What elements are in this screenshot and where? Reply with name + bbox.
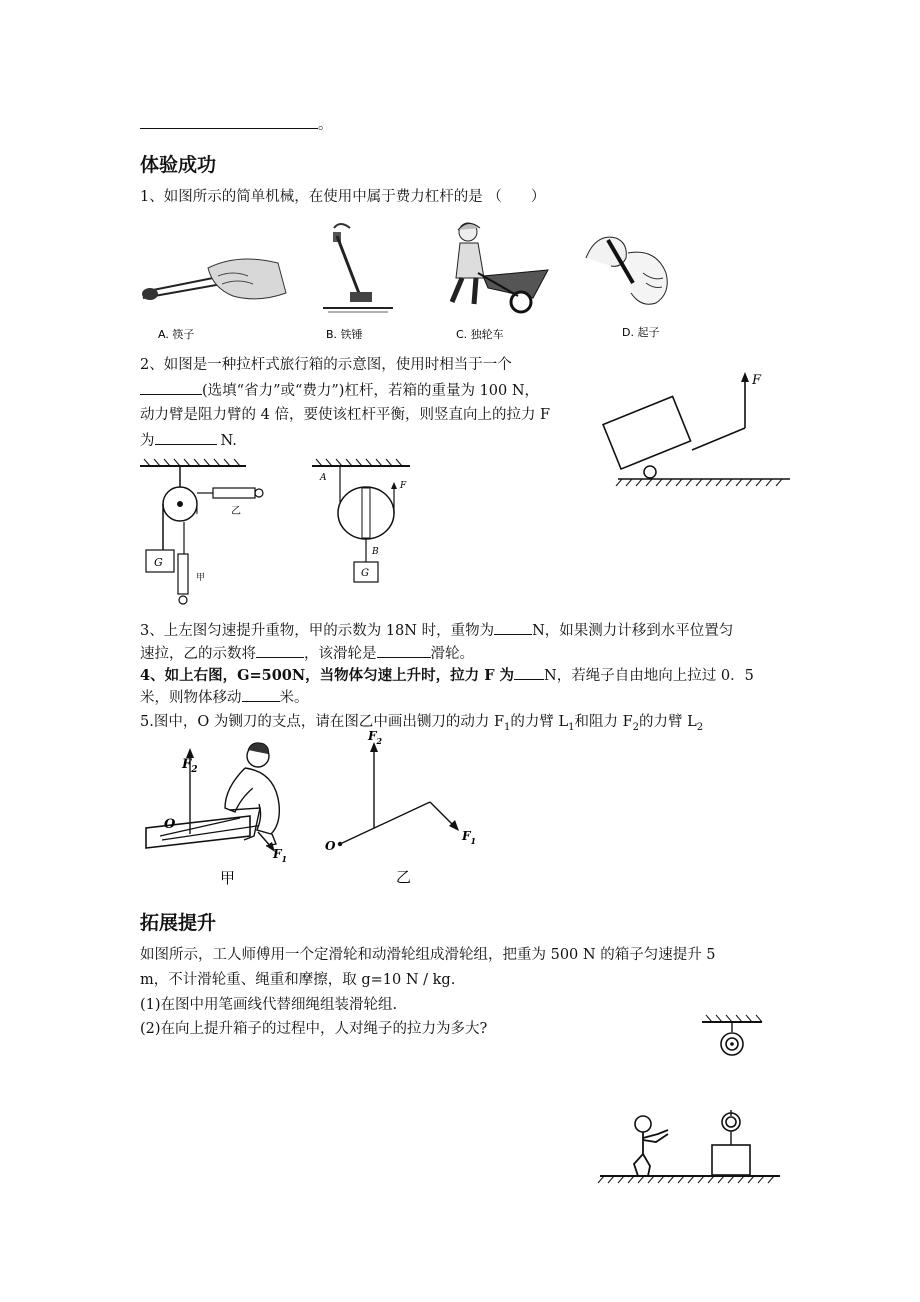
question-2-line-1: 2、如图是一种拉杆式旅行箱的示意图，使用时相当于一个 xyxy=(140,357,512,373)
question-2-line-2 xyxy=(140,380,539,401)
q5-text-b: 的力臂 L xyxy=(510,714,569,730)
q4-text-c: 米，则物体移动 xyxy=(140,690,242,706)
pulley-left-yi-label: 乙 xyxy=(231,506,241,517)
q3-text-c: 速拉，乙的示数将 xyxy=(140,646,256,662)
hammer-figure xyxy=(323,224,393,312)
q1-option-b: B. 铁锤 xyxy=(326,328,363,341)
extension-paragraph-2: m，不计滑轮重、绳重和摩擦，取 g=10 N / kg. xyxy=(140,972,456,988)
bottle-opener-figure xyxy=(586,237,667,304)
q3-text-b: N，如果测力计移到水平位置匀 xyxy=(532,623,734,639)
q5-sub-3: 2 xyxy=(632,721,640,733)
q2-blank-1[interactable] xyxy=(140,380,202,395)
q5-sub-1: 1 xyxy=(504,721,511,733)
extension-paragraph-4: (2)在向上提升箱子的过程中，人对绳子的拉力为多大? xyxy=(140,1021,488,1037)
chopsticks-figure xyxy=(142,259,286,300)
q2-blank-2[interactable] xyxy=(155,430,217,445)
yi-caption: 乙 xyxy=(396,868,412,886)
extension-paragraph-3: (1)在图中用笔画线代替细绳组装滑轮组. xyxy=(140,997,398,1013)
jia-f1-label: $F_1$ xyxy=(273,847,288,864)
pulley-right-b-label: B xyxy=(372,547,379,557)
q3-blank-1[interactable] xyxy=(494,620,532,635)
pulley-left-jia-label: 甲 xyxy=(196,573,206,583)
question-3-line-1 xyxy=(140,620,733,641)
question-4-line-2 xyxy=(140,687,309,708)
pulley-figure-right xyxy=(310,458,420,588)
q2-line-2-text: (选填“省力”或“费力”)杠杆，若箱的重量为 100 N， xyxy=(202,383,540,399)
q1-option-a: A. 筷子 xyxy=(158,328,195,341)
q3-text-d: ，该滑轮是 xyxy=(304,646,377,662)
pulley-figure-left xyxy=(138,458,258,608)
q5-text-d: 的力臂 L xyxy=(639,714,697,730)
worker-box-figure xyxy=(598,1108,788,1188)
q1-option-d: D. 起子 xyxy=(622,326,660,339)
pulley-right-a-label: A xyxy=(320,473,327,483)
question-4-line-1 xyxy=(140,665,754,686)
pulley-left-weight-label: G xyxy=(154,556,163,569)
q1-figures xyxy=(138,218,698,343)
guillotine-figure-jia xyxy=(140,738,310,888)
pulley-right-f-label: F xyxy=(400,481,407,491)
fixed-pulley-figure xyxy=(700,1012,770,1072)
q5-sub-2: 1 xyxy=(568,721,575,733)
jia-caption: 甲 xyxy=(220,869,236,887)
question-2-line-4 xyxy=(140,430,237,451)
jia-o-label: O xyxy=(164,817,176,832)
q4-text-d: 米。 xyxy=(279,690,309,706)
q3-text-e: 滑轮。 xyxy=(430,646,474,662)
guillotine-figure-yi xyxy=(322,729,492,886)
q5-text-a: 5.图中，O 为铡刀的支点，请在图乙中画出铡刀的动力 F xyxy=(140,714,504,730)
question-1-text: 1、如图所示的简单机械，在使用中属于费力杠杆的是 （ ） xyxy=(140,189,546,205)
pulley-right-weight-label: G xyxy=(361,568,369,579)
q5-text-c: 和阻力 F xyxy=(574,714,633,730)
question-2-line-3: 动力臂是阻力臂的 4 倍，要使该杠杆平衡，则竖直向上的拉力 F xyxy=(140,407,551,423)
yi-f1-label: $F_1$ xyxy=(462,829,477,846)
q4-text-a: 4、如上右图，G=500N，当物体匀速上升时，拉力 F 为 xyxy=(140,667,515,684)
top-end-mark: 。 xyxy=(318,117,333,133)
q3-blank-3[interactable] xyxy=(377,643,431,658)
section-heading-1: 体验成功 xyxy=(140,154,217,176)
q4-text-b: N，若绳子自由地向上拉过 0．5 xyxy=(544,668,754,684)
q5-sub-4: 2 xyxy=(696,721,704,733)
question-3-line-2 xyxy=(140,643,474,664)
q3-text-a: 3、上左图匀速提升重物，甲的示数为 18N 时，重物为 xyxy=(140,623,495,639)
suitcase-figure xyxy=(610,370,810,490)
q2-line-4-pre: 为 xyxy=(140,433,155,449)
yi-o-label: O xyxy=(325,839,336,853)
q4-blank-1[interactable] xyxy=(514,665,544,680)
q4-blank-2[interactable] xyxy=(242,687,280,702)
top-answer-line xyxy=(140,114,333,135)
suitcase-force-label: F xyxy=(752,373,762,388)
q2-line-4-post: N. xyxy=(220,433,237,449)
section-heading-2: 拓展提升 xyxy=(140,912,217,934)
yi-f2-label: $F_2$ xyxy=(368,729,383,746)
q3-blank-2[interactable] xyxy=(256,643,304,658)
wheelbarrow-figure xyxy=(452,223,548,312)
extension-paragraph-1: 如图所示，工人师傅用一个定滑轮和动滑轮组成滑轮组，把重为 500 N 的箱子匀速提升 5 xyxy=(140,947,716,963)
q1-option-c: C. 独轮车 xyxy=(456,328,504,341)
jia-f2-label: $F_2$ xyxy=(182,757,198,775)
